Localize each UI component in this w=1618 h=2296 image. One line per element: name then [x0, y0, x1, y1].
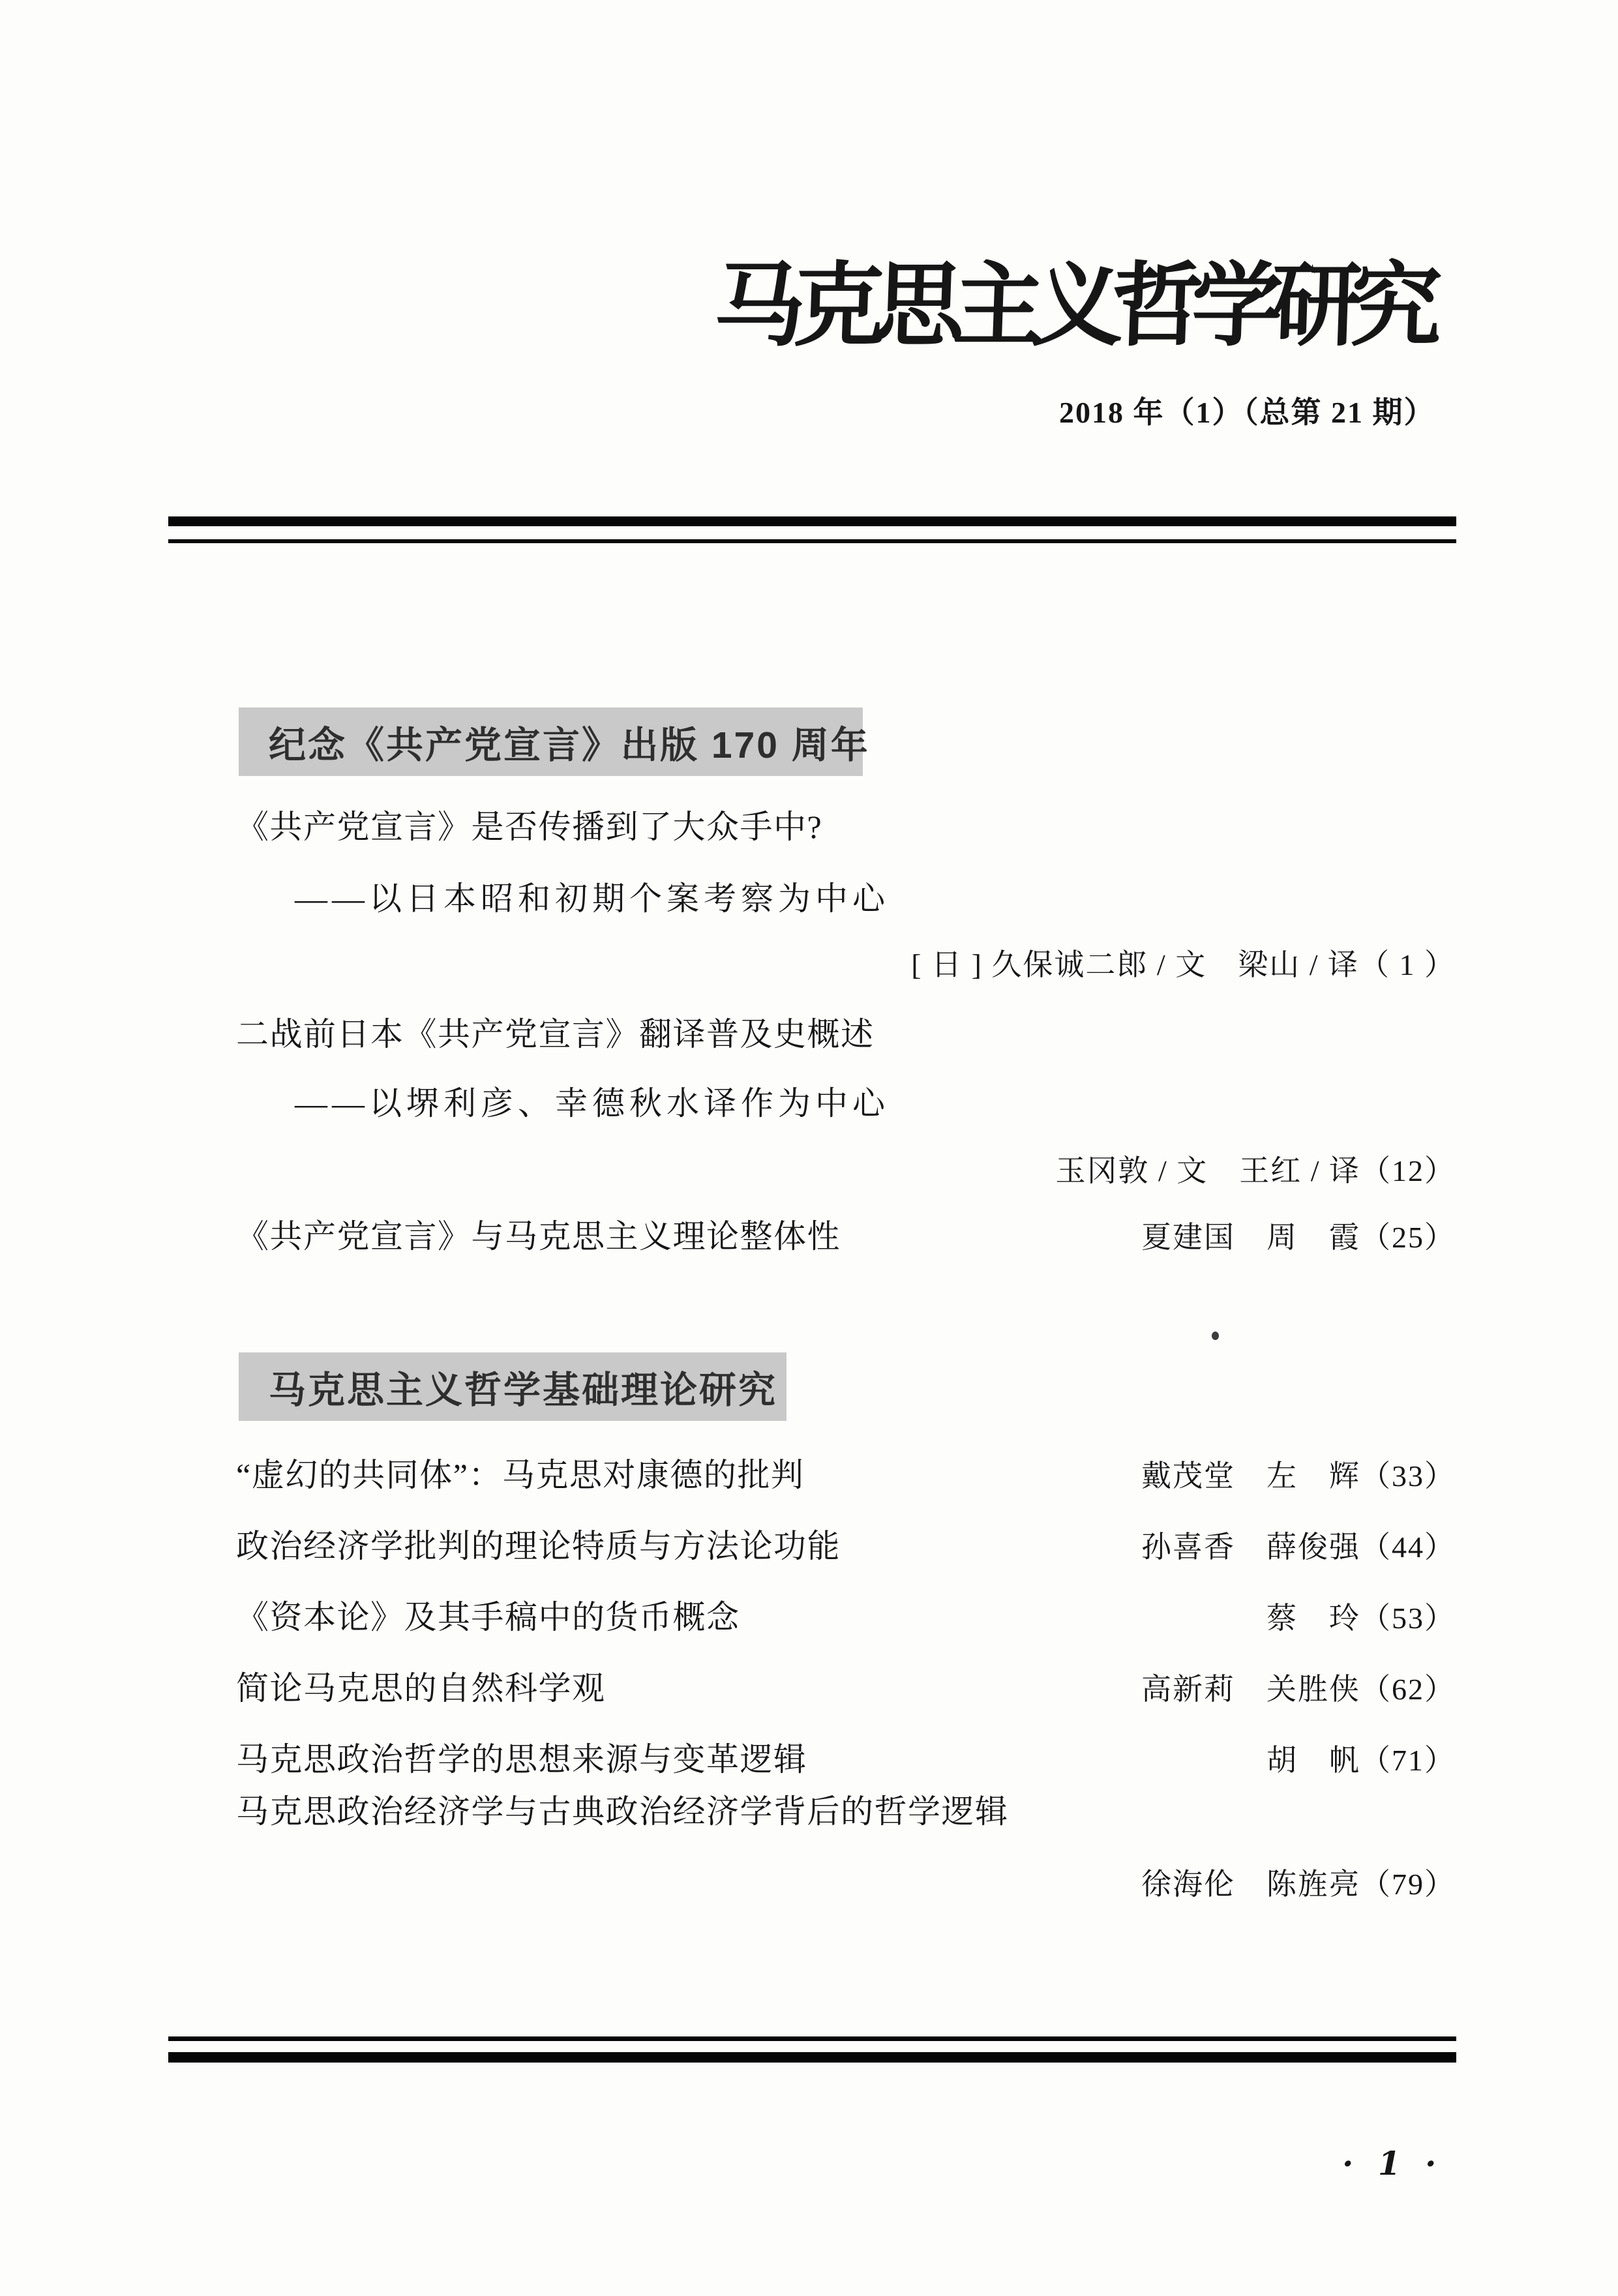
- toc-row: [236, 1598, 1456, 1637]
- toc-row: [236, 1740, 1456, 1779]
- article-authors-page: 戴茂堂 左 辉（33）: [1141, 1459, 1456, 1493]
- top-rule-thick: [168, 516, 1456, 526]
- bottom-rule-thick: [168, 2052, 1456, 2063]
- journal-issue-info: 2018 年（1）（总第 21 期）: [1059, 396, 1435, 429]
- article-authors-page: 孙喜香 薛俊强（44）: [1141, 1530, 1456, 1564]
- section-header-label: 马克思主义哲学基础理论研究: [269, 1369, 777, 1411]
- section-header-label: 纪念《共产党宣言》出版 170 周年: [269, 724, 870, 766]
- top-rule-thin: [168, 539, 1456, 543]
- print-speck: [1212, 1332, 1219, 1340]
- article-authors-page: 高新莉 关胜侠（62）: [1141, 1673, 1456, 1706]
- toc-row: [236, 1455, 1456, 1495]
- article-title: 马克思政治经济学与古典政治经济学背后的哲学逻辑: [236, 1793, 1009, 1830]
- section-header-basic-theory: [239, 1352, 787, 1421]
- bottom-rule-thin: [168, 2036, 1456, 2041]
- article-title: 《共产党宣言》是否传播到了大众手中?: [236, 809, 823, 845]
- article-authors-page: 夏建国 周 霞（25）: [1141, 1221, 1456, 1254]
- article-authors-page: 蔡 玲（53）: [1266, 1602, 1456, 1635]
- article-subtitle: ——以堺利彦、幸德秋水译作为中心: [295, 1085, 890, 1122]
- section-header-manifesto-170: [239, 708, 870, 776]
- article-authors-page: 徐海伦 陈旌亮（79）: [1141, 1868, 1456, 1901]
- article-title: “虚幻的共同体”：马克思对康德的批判: [236, 1457, 805, 1493]
- toc-row: [236, 1217, 1456, 1256]
- article-authors-page: [ 日 ] 久保诚二郎 / 文 梁山 / 译（ 1 ）: [911, 948, 1456, 981]
- article-subtitle: ——以日本昭和初期个案考察为中心: [295, 880, 890, 917]
- toc-row: [236, 1527, 1456, 1566]
- article-title: 马克思政治哲学的思想来源与变革逻辑: [236, 1741, 807, 1778]
- article-title: 简论马克思的自然科学观: [236, 1670, 606, 1707]
- article-title: 二战前日本《共产党宣言》翻译普及史概述: [236, 1016, 875, 1052]
- article-authors-page: 胡 帆（71）: [1266, 1744, 1456, 1777]
- article-title: 《共产党宣言》与马克思主义理论整体性: [236, 1218, 841, 1255]
- journal-title: 马克思主义哲学研究: [712, 252, 1432, 359]
- article-title: 政治经济学批判的理论特质与方法论功能: [236, 1528, 841, 1564]
- article-authors-page: 玉冈敦 / 文 王红 / 译（12）: [1055, 1154, 1456, 1187]
- toc-row: [236, 1669, 1456, 1708]
- page-number: · 1 ·: [1342, 2144, 1443, 2183]
- article-title: 《资本论》及其手稿中的货币概念: [236, 1599, 740, 1635]
